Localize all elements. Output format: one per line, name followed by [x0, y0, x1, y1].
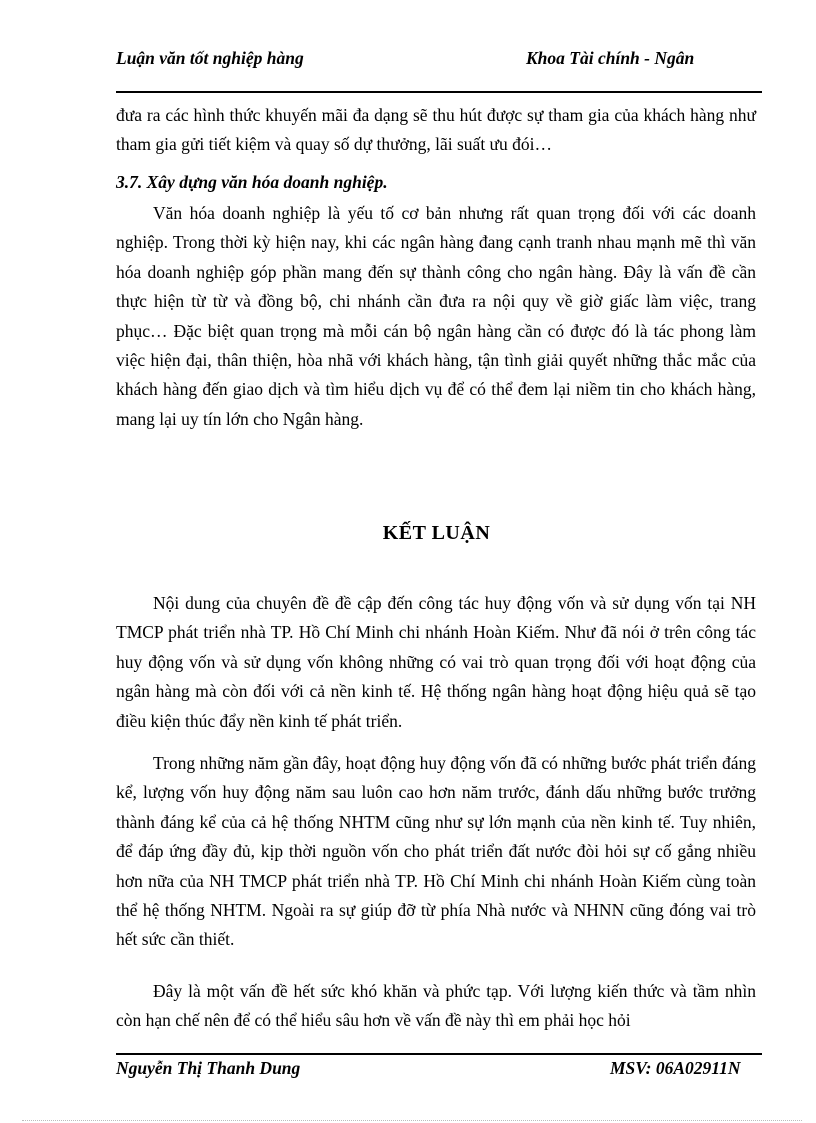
footer-divider	[116, 1053, 762, 1055]
footer-student-id: MSV: 06A02911N	[610, 1058, 741, 1078]
conclusion-paragraph-1: Nội dung của chuyên đề đề cập đến công tác huy động vốn và sử dụng vốn tại NH TMCP phát triển nhà TP. Hồ Chí Minh chi nhánh Hoàn Kiếm. Như đã nói ở trên công tác huy động vốn và sử dụng vốn không những có vai trò quan trọng đối với hoạt động của ngân hàng mà còn đối với cả nền kinh tế. Hệ thống ngân hàng hoạt động hiệu quả sẽ tạo điều kiện thúc đẩy nền kinh tế phát triển.	[116, 593, 756, 731]
continued-paragraph: đưa ra các hình thức khuyến mãi đa dạng sẽ thu hút được sự tham gia của khách hàng như tham gia gửi tiết kiệm và quay số dự thưởng, lãi suất ưu đói…	[116, 105, 756, 155]
footer-author: Nguyễn Thị Thanh Dung	[116, 1058, 301, 1078]
section-heading-3-7: 3.7. Xây dựng văn hóa doanh nghiệp.	[116, 172, 388, 192]
conclusion-paragraph-3: Đây là một vấn đề hết sức khó khăn và phức tạp. Với lượng kiến thức và tầm nhìn còn hạn chế nên để có thể hiểu sâu hơn về vấn đề này thì em phải học hỏi	[116, 981, 756, 1031]
header-divider	[116, 91, 762, 93]
header-thesis-label: Luận văn tốt nghiệp hàng	[116, 48, 304, 68]
conclusion-paragraph-2: Trong những năm gần đây, hoạt động huy động vốn đã có những bước phát triển đáng kể, lượng vốn huy động năm sau luôn cao hơn năm trước, đánh dấu những bước trưởng thành đáng kể của cả hệ thống NHTM cũng như sự lớn mạnh của nền kinh tế. Tuy nhiên, để đáp ứng đầy đủ, kịp thời nguồn vốn cho phát triển đất nước đòi hỏi sự cố gắng nhiều hơn nữa của NH TMCP phát triển nhà TP. Hồ Chí Minh chi nhánh Hoàn Kiếm cùng toàn thể hệ thống NHTM. Ngoài ra sự giúp đỡ từ phía Nhà nước và NHNN cũng đóng vai trò hết sức cần thiết.	[116, 753, 756, 950]
page-bottom-edge	[22, 1120, 802, 1121]
conclusion-title: KẾT LUẬN	[382, 522, 491, 544]
culture-paragraph: Văn hóa doanh nghiệp là yếu tố cơ bản nhưng rất quan trọng đối với các doanh nghiệp. Trong thời kỳ hiện nay, khi các ngân hàng đang cạnh tranh nhau mạnh mẽ thì văn hóa doanh nghiệp góp phần mang đến sự thành công cho ngân hàng. Đây là vấn đề cần thực hiện từ từ và đồng bộ, chi nhánh cần đưa ra nội quy về giờ giấc làm việc, trang phục… Đặc biệt quan trọng mà mỗi cán bộ ngân hàng cần có được đó là tác phong làm việc hiện đại, thân thiện, hòa nhã với khách hàng, tận tình giải quyết những thắc mắc của khách hàng đến giao dịch và tìm hiểu dịch vụ để có thể đem lại niềm tin cho khách hàng, mang lại uy tín lớn cho Ngân hàng.	[116, 203, 756, 429]
header-faculty-label: Khoa Tài chính - Ngân	[526, 48, 695, 68]
